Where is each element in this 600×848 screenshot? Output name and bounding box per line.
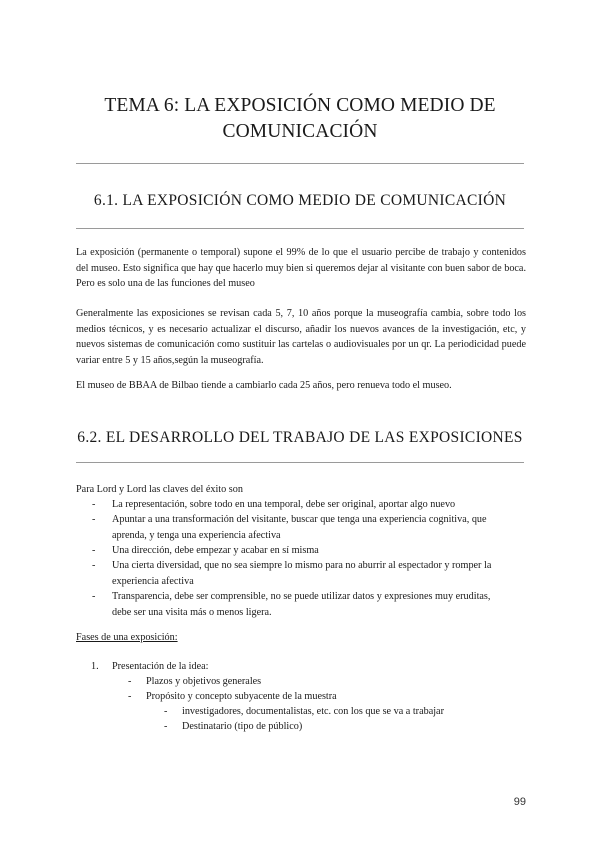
phase-number: 1. bbox=[91, 661, 99, 672]
paragraph: La exposición (permanente o temporal) supone el 99% de lo que el usuario percibe de trabajo y contenidos del museo. Esto significa que hay que hacerlo muy bien si queremos dejar al visitante con buen sabor de boca. Pero es solo una de las funciones del museo bbox=[76, 247, 526, 290]
sub-item: Plazos y objetivos generales bbox=[146, 676, 262, 687]
divider bbox=[76, 228, 524, 229]
section-heading-6-1: 6.1. LA EXPOSICIÓN COMO MEDIO DE COMUNICACIÓN bbox=[93, 192, 507, 209]
subsub-item: investigadores, documentalistas, etc. con los que se va a trabajar bbox=[182, 706, 444, 717]
bullet-dash: - bbox=[92, 514, 96, 525]
bullet-item bbox=[112, 589, 490, 620]
bullet-line: aprenda, y tenga una experiencia afectiva bbox=[112, 529, 281, 541]
paragraph: Generalmente las exposiciones se revisan cada 5, 7, 10 años porque la museografía cambia, sobre todo los medios técnicos, y es necesario actualizar el discurso, añadir los nuevos avances de la investigación, etc, y nuevos sistemas de comunicación como sustituir las cartelas o audiovisuales por un qr. La periodicidad puede variar entre 5 y 15 años,según la museografía. bbox=[76, 308, 526, 367]
page-number: 99 bbox=[513, 796, 526, 808]
sub-dash: - bbox=[128, 676, 132, 687]
section-heading-6-2: 6.2. EL DESARROLLO DEL TRABAJO DE LAS EXPOSICIONES bbox=[77, 429, 523, 446]
subsub-dash: - bbox=[164, 706, 168, 717]
divider bbox=[76, 462, 524, 463]
subsub-item: Destinatario (tipo de público) bbox=[182, 721, 303, 732]
bullet-item bbox=[112, 558, 491, 589]
bullet-item bbox=[112, 497, 455, 513]
divider bbox=[76, 163, 524, 164]
page-title bbox=[60, 93, 540, 145]
bullet-dash: - bbox=[92, 560, 96, 571]
bullet-line: Apuntar a una transformación del visitante, buscar que tenga una experiencia cognitiva, que bbox=[112, 514, 487, 525]
bullet-dash: - bbox=[92, 499, 96, 510]
title-line-1: TEMA 6: LA EXPOSICIÓN COMO MEDIO DE bbox=[104, 95, 496, 116]
bullet-item bbox=[112, 543, 319, 559]
bullet-line: La representación, sobre todo en una temporal, debe ser original, aportar algo nuevo bbox=[112, 499, 456, 510]
title-line-2: COMUNICACIÓN bbox=[222, 121, 378, 142]
subsub-dash: - bbox=[164, 721, 168, 732]
sub-dash: - bbox=[128, 691, 132, 702]
bullet-line: experiencia afectiva bbox=[112, 575, 194, 587]
list-intro: Para Lord y Lord las claves del éxito son bbox=[76, 484, 243, 495]
bullet-item bbox=[112, 512, 487, 543]
phases-title: Fases de una exposición: bbox=[76, 632, 178, 643]
phase-label: Presentación de la idea: bbox=[112, 661, 209, 672]
bullet-line: Transparencia, debe ser comprensible, no se puede utilizar datos y expresiones muy eruditas, bbox=[112, 591, 491, 602]
bullet-line: Una dirección, debe empezar y acabar en sí misma bbox=[112, 545, 319, 556]
bullet-line: Una cierta diversidad, que no sea siempre lo mismo para no aburrir al espectador y romper la bbox=[112, 560, 492, 571]
bullet-line: debe ser una visita más o menos ligera. bbox=[112, 606, 272, 618]
bullet-dash: - bbox=[92, 545, 96, 556]
sub-item: Propósito y concepto subyacente de la muestra bbox=[146, 691, 337, 702]
bullet-dash: - bbox=[92, 591, 96, 602]
paragraph: El museo de BBAA de Bilbao tiende a cambiarlo cada 25 años, pero renueva todo el museo. bbox=[76, 380, 452, 391]
